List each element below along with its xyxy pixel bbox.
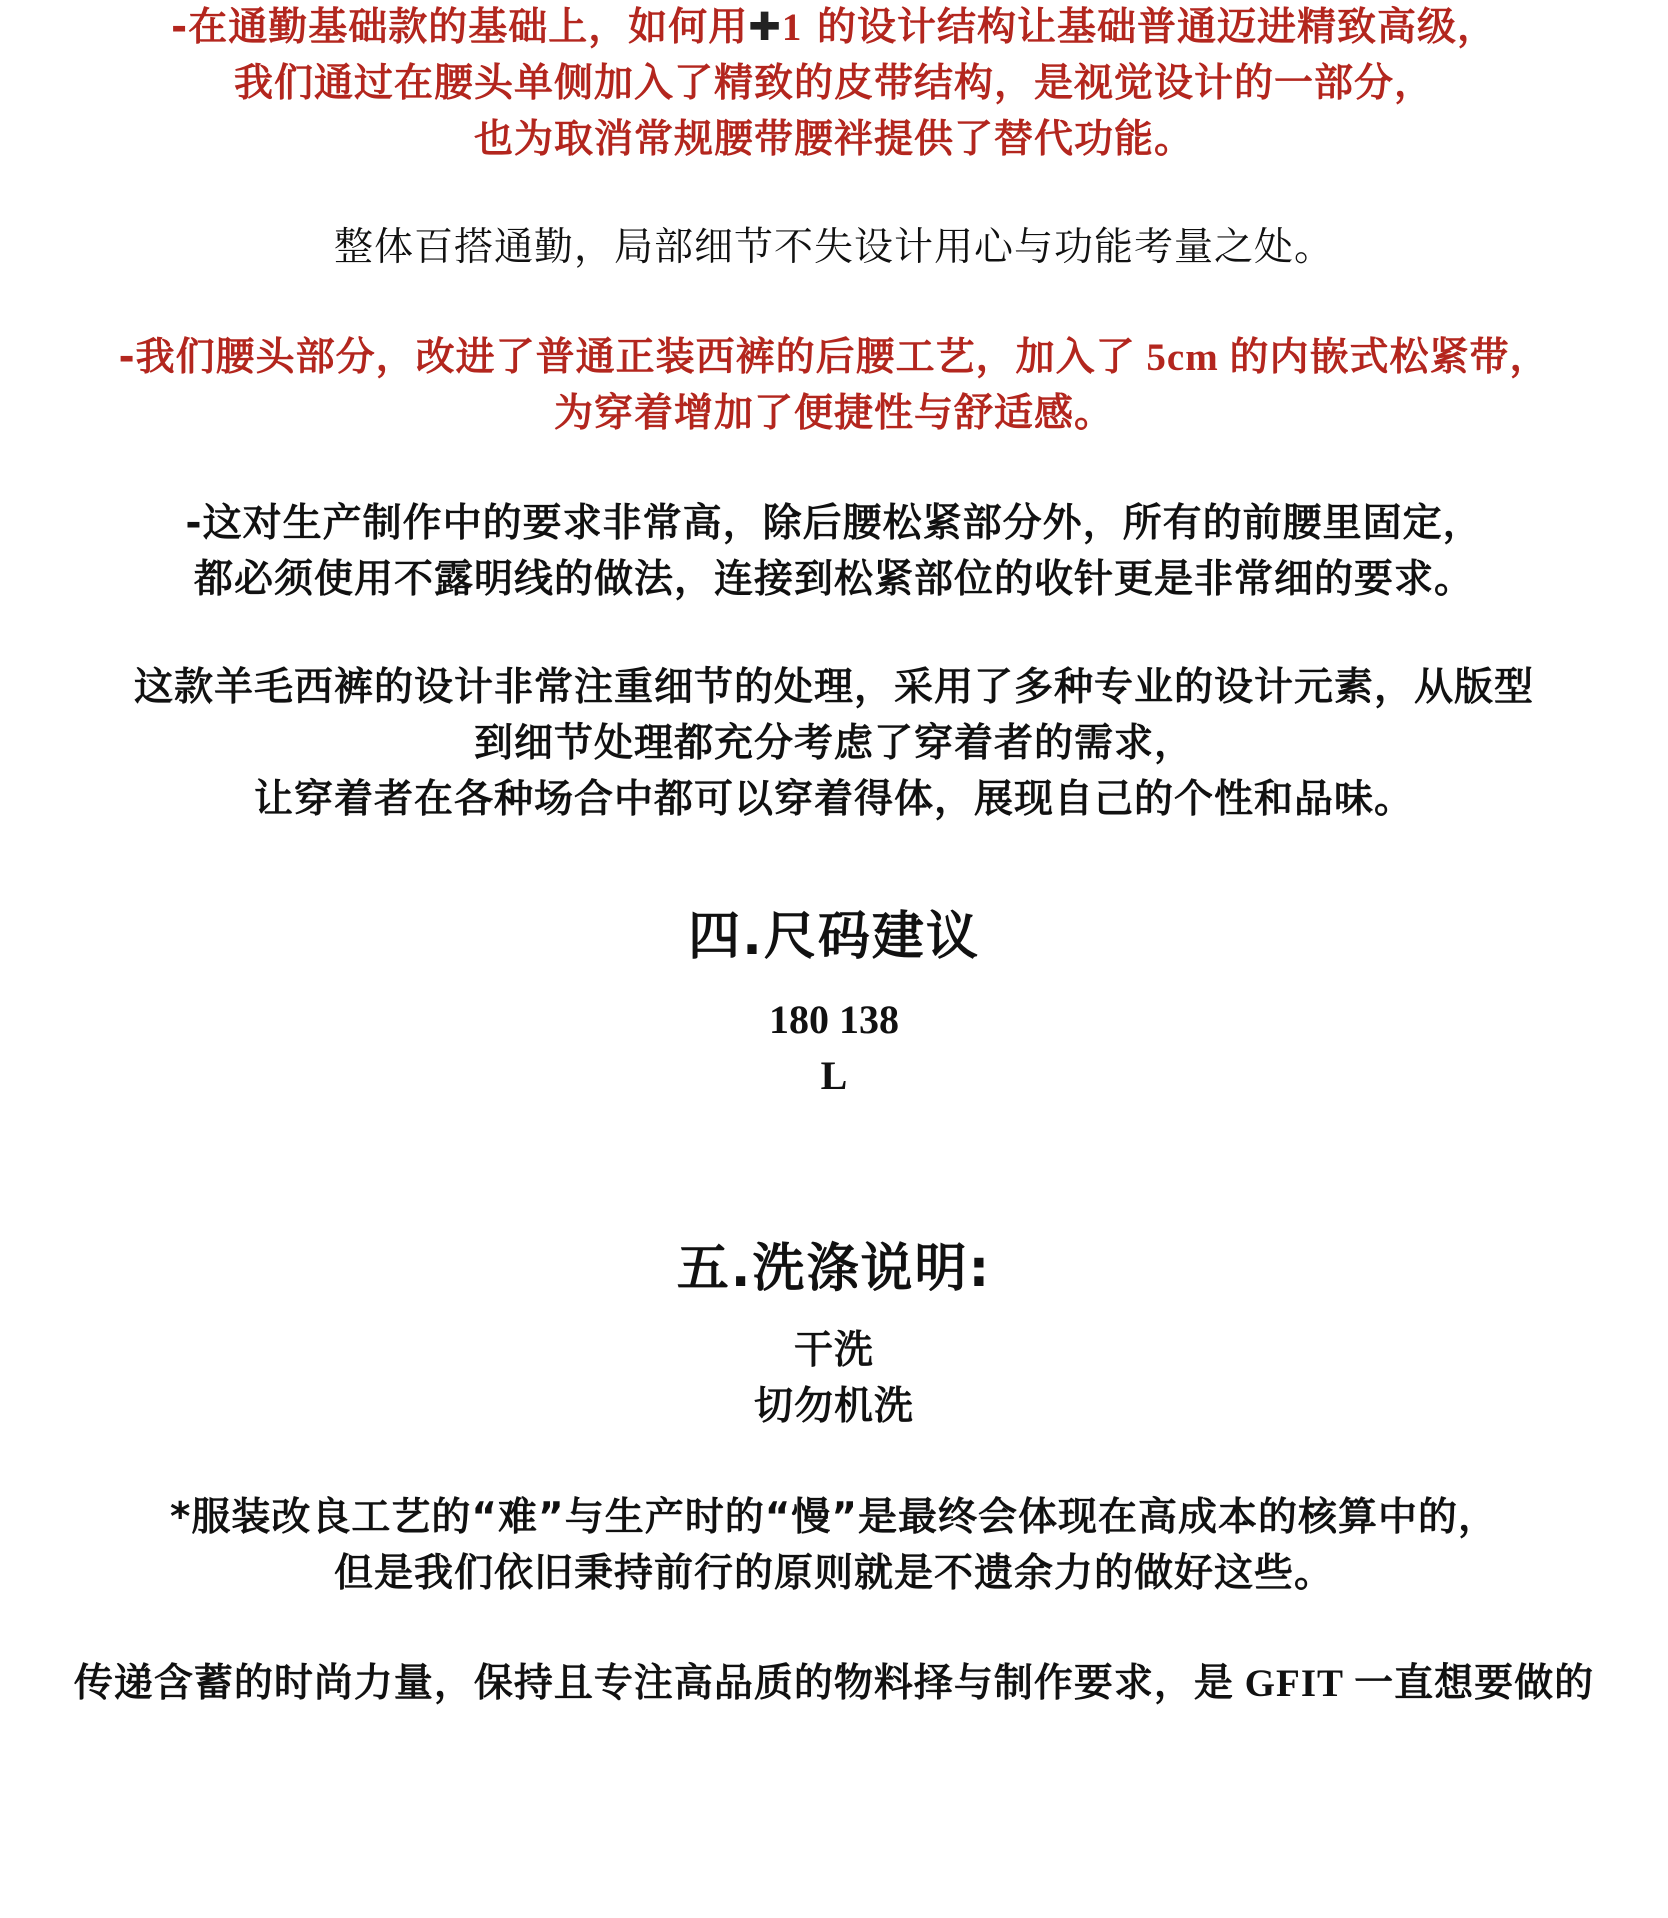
closing-paragraph [40, 1656, 1628, 1712]
design-line-3: 让穿着者在各种场合中都可以穿着得体，展现自己的个性和品味。 [253, 777, 1414, 822]
waist-line-1: -我们腰头部分，改进了普通正装西裤的后腰工艺，加入了 5cm 的内嵌式松紧带， [118, 335, 1550, 380]
wash-values [40, 1323, 1628, 1435]
intro-line-3: 也为取消常规腰带腰袢提供了替代功能。 [473, 117, 1194, 162]
design-paragraph [40, 660, 1628, 828]
design-line-2: 到细节处理都充分考虑了穿着者的需求， [473, 721, 1194, 766]
plus-icon: ✚ [748, 5, 782, 50]
wash-heading: 五.洗涤说明: [676, 1239, 992, 1299]
overall-paragraph [40, 220, 1628, 276]
size-values [40, 992, 1628, 1104]
waist-paragraph [40, 330, 1628, 442]
design-line-1: 这款羊毛西裤的设计非常注重细节的处理，采用了多种专业的设计元素，从版型 [133, 665, 1534, 710]
closing-line-1: 传递含蓄的时尚力量，保持且专注高品质的物料择与制作要求，是 GFIT 一直想要做的 [73, 1661, 1595, 1706]
intro-line-2: 我们通过在腰头单侧加入了精致的皮带结构，是视觉设计的一部分， [233, 61, 1434, 106]
craft-note-paragraph [40, 1490, 1628, 1602]
craft-note-line-2: 但是我们依旧秉持前行的原则就是不遗余力的做好这些。 [333, 1551, 1334, 1596]
overall-line-1: 整体百搭通勤，局部细节不失设计用心与功能考量之处。 [333, 225, 1334, 270]
craft-note-line-1: *服装改良工艺的“难”与生产时的“慢”是最终会体现在高成本的核算中的， [170, 1495, 1498, 1540]
brand-name: GFIT [1233, 1662, 1355, 1705]
intro-paragraph [40, 0, 1628, 168]
size-heading: 四.尺码建议 [688, 907, 980, 967]
size-label: L [820, 1053, 848, 1098]
production-paragraph [40, 496, 1628, 608]
waist-line-2: 为穿着增加了便捷性与舒适感。 [553, 391, 1114, 436]
production-line-2: 都必须使用不露明线的做法，连接到松紧部位的收针更是非常细的要求。 [193, 557, 1474, 602]
size-measure: 180 138 [769, 997, 899, 1042]
production-line-1: -这对生产制作中的要求非常高，除后腰松紧部分外，所有的前腰里固定， [185, 501, 1483, 546]
intro-line-1: -在通勤基础款的基础上，如何用✚1 的设计结构让基础普通迈进精致高级， [171, 5, 1497, 50]
wash-line-1: 干洗 [793, 1328, 874, 1373]
wash-line-2: 切勿机洗 [753, 1384, 914, 1429]
